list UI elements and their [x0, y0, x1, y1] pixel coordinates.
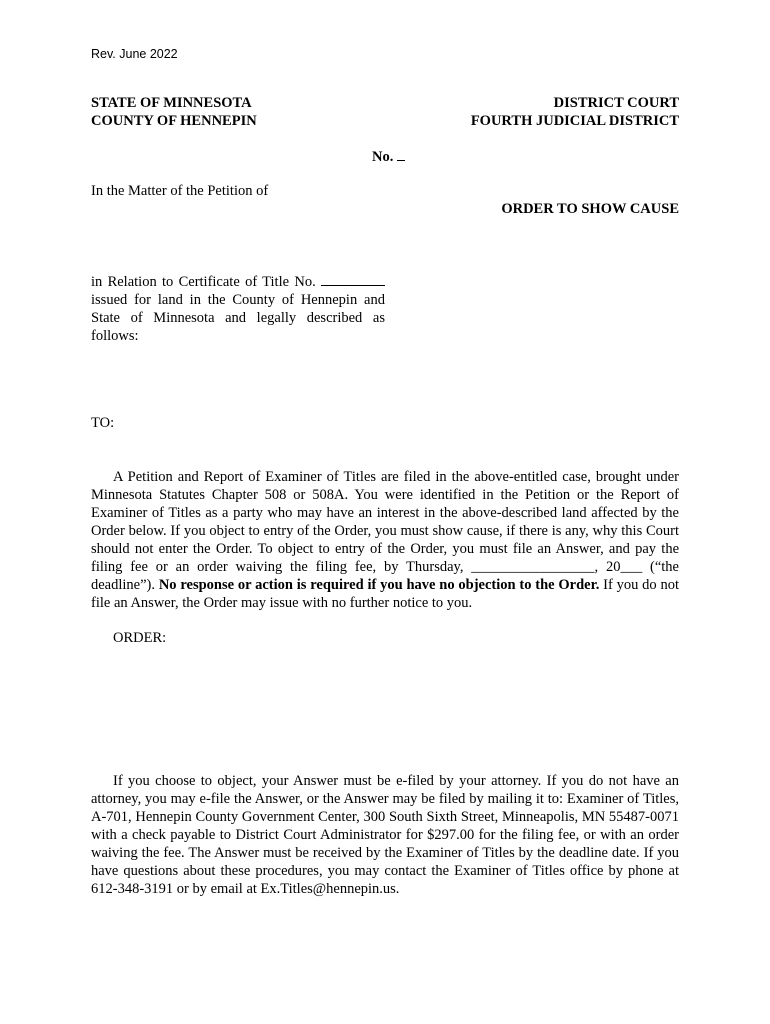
to-label: TO:: [91, 415, 115, 431]
case-number-label: No.: [372, 149, 394, 165]
court-label: DISTRICT COURT: [553, 95, 679, 111]
title-number-blank: [321, 272, 385, 286]
petition-text: A Petition and Report of Examiner of Titles are filed in the above-entitled case, brought under Minnesota Statutes Chapter 508 or 508A. You were identified in the Petition or the Report of Examiner of Titles as a party who may have an interest in the above-described land affected by the Order below. If you object to entry of the Order, you must show cause, if there is any, why this Court should not enter the Order. To object to entry of the Order, you must file an Answer, and pay the filing fee or an order waiving the filing fee, by Thursday, _________________, 20___ (“the deadline”).: [91, 469, 679, 593]
document-title: ORDER TO SHOW CAUSE: [501, 201, 679, 217]
court-header: [471, 94, 679, 130]
district-label: FOURTH JUDICIAL DISTRICT: [470, 113, 679, 129]
order-label: ORDER:: [113, 630, 167, 646]
county-label: COUNTY OF HENNEPIN: [91, 113, 257, 129]
relation-rest: issued for land in the County of Hennepin and State of Minnesota and legally described as follows:: [91, 292, 385, 344]
state-county-header: [91, 94, 257, 130]
case-number-blank: [397, 148, 405, 161]
state-label: STATE OF MINNESOTA: [91, 95, 252, 111]
case-number: [372, 148, 405, 166]
objection-paragraph: If you choose to object, your Answer must be e-filed by your attorney. If you do not have an attorney, you may e-file the Answer, or the Answer may be filed by mailing it to: Examiner of Titles, A-701, Hennepin County Government Center, 300 South Sixth Street, Minneapolis, MN 55487-0071 with a check payable to District Court Administrator for $297.00 for the filing fee, or with an order waiving the fee. The Answer must be received by the Examiner of Titles by the deadline date. If you have questions about these procedures, you may contact the Examiner of Titles office by phone at 612-348-3191 or by email at Ex.Titles@hennepin.us.: [91, 773, 679, 897]
relation-caption: [91, 272, 385, 345]
relation-prefix: in Relation to Certificate of Title No.: [91, 274, 316, 290]
no-response-notice: No response or action is required if you have no objection to the Order.: [158, 577, 600, 593]
petition-tail: If you do not file an Answer, the Order may issue with no further notice to you.: [91, 577, 680, 611]
matter-caption: In the Matter of the Petition of: [91, 183, 269, 199]
revision-date: Rev. June 2022: [91, 47, 178, 61]
petition-paragraph: [91, 468, 679, 612]
